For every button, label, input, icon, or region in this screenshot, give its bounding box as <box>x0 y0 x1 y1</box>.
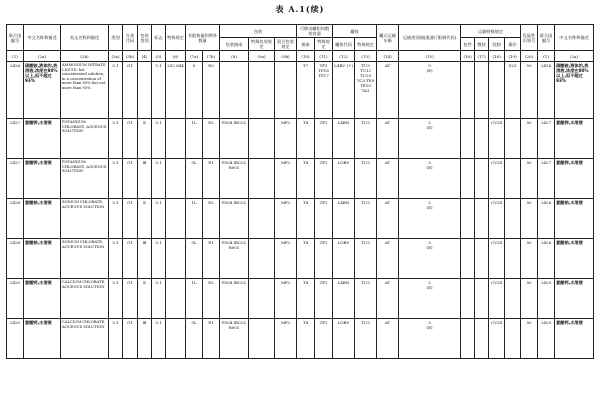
col-number: (13) <box>355 51 377 62</box>
cell-packing-instruction: P504 IBC02 R001 <box>220 239 249 279</box>
cell-limited-quantity: 5L <box>186 159 203 199</box>
tunnel-code: (E) <box>426 245 433 250</box>
cell-un-number-repeat: 2428 <box>538 199 555 239</box>
cell-excepted-quantity: E1 <box>203 159 220 199</box>
cell-un-number: 2429 <box>7 319 24 359</box>
cell-ts-package <box>461 239 475 279</box>
cell-excepted-quantity: E2 <box>203 119 220 159</box>
col-number: (7b) <box>203 51 220 62</box>
cell-un-number-repeat: 2428 <box>538 239 555 279</box>
cell-special-provisions <box>166 319 186 359</box>
cell-tank-special: TP1 TP16 TP17 <box>315 62 333 119</box>
col-number: (20) <box>521 51 538 62</box>
cell-class-code: O1 <box>123 319 138 359</box>
cell-packing-group: Ⅲ <box>138 239 152 279</box>
cell-ts-bulk <box>475 319 489 359</box>
col-number: (11) <box>315 51 333 62</box>
header-class-code: 分类代码 <box>123 25 138 51</box>
cell-class: 5.1 <box>109 319 123 359</box>
cell-packing-group: Ⅱ <box>138 119 152 159</box>
cell-packing-instruction: P504 IBC02 <box>220 199 249 239</box>
cell-ts-package <box>461 279 475 319</box>
cell-un-number-repeat: 2429 <box>538 319 555 359</box>
cell-packing-group <box>138 62 152 119</box>
cell-class-code: O1 <box>123 159 138 199</box>
col-number: (2a) <box>24 51 61 62</box>
cell-tank-special: TP1 <box>315 199 333 239</box>
cell-tank-code: L4BV (+) <box>333 62 355 119</box>
cell-transport-category <box>399 119 461 159</box>
cell-special-packing <box>249 62 275 119</box>
cell-mixed-packing: MP2 <box>275 319 297 359</box>
cell-limited-quantity: 1L <box>186 279 203 319</box>
cell-chinese-name: 氯酸钠,水溶液 <box>24 239 61 279</box>
cell-tank-instruction: T4 <box>297 239 315 279</box>
cell-label: 5.1 <box>152 239 166 279</box>
header-ts-loading: 装卸 <box>489 38 505 51</box>
cell-tank-code: LGBV <box>333 319 355 359</box>
col-number: (16) <box>461 51 475 62</box>
cell-limited-quantity: 0 <box>186 62 203 119</box>
cell-ts-loading: CV24 <box>489 159 505 199</box>
header-tank-body: 罐体 <box>333 25 377 38</box>
cell-tank-code: LGBV <box>333 159 355 199</box>
cell-chinese-name: 氯酸钾,水溶液 <box>24 159 61 199</box>
header-chinese-name: 中文名称和描述 <box>24 25 61 51</box>
header-tank-code: 罐体代码 <box>333 38 355 51</box>
cell-class-code: O1 <box>123 119 138 159</box>
cell-tank-instruction: T7 <box>297 62 315 119</box>
table-row <box>7 62 594 119</box>
header-tank-vehicle: 罐式运输车辆 <box>377 25 399 51</box>
cell-class-code: O1 <box>123 62 138 119</box>
cell-class: 5.1 <box>109 119 123 159</box>
header-tank-special-provisions: 特殊规定 <box>355 38 377 51</box>
cell-tank-special: TP1 <box>315 319 333 359</box>
cell-class: 5.1 <box>109 159 123 199</box>
cell-special-packing <box>249 119 275 159</box>
cell-chinese-name-repeat: 氯酸钙,水溶液 <box>555 279 594 319</box>
cell-english-name: CALCIUM CHLORATE, AQUEOUS SOLUTION <box>61 319 109 359</box>
cell-packing-group: Ⅱ <box>138 279 152 319</box>
cell-tank-vehicle: AT <box>377 239 399 279</box>
cell-class: 5.1 <box>109 62 123 119</box>
header-chinese-name-repeat: 中文名称和描述 <box>555 25 594 51</box>
cell-un-number: 2427 <box>7 159 24 199</box>
cell-tank-vehicle: AT <box>377 319 399 359</box>
cell-ts-loading: CV24 <box>489 199 505 239</box>
cell-tank-code: L4BN <box>333 199 355 239</box>
cell-ts-bulk <box>475 239 489 279</box>
cell-tank-special-provisions: TU3 <box>355 319 377 359</box>
cell-tank-special-provisions: TU3 TU12 TU29 TC3 TE9 TE10 TA1 <box>355 62 377 119</box>
cell-tank-vehicle: AT <box>377 159 399 199</box>
col-number: (8) <box>220 51 249 62</box>
col-number: (3b) <box>123 51 138 62</box>
header-ts-package: 包件 <box>461 38 475 51</box>
cell-tank-vehicle: AT <box>377 199 399 239</box>
cell-un-number: 2428 <box>7 239 24 279</box>
cell-label: 5.1 <box>152 199 166 239</box>
cell-mixed-packing: MP2 <box>275 119 297 159</box>
col-number: (9b) <box>275 51 297 62</box>
cell-special-packing <box>249 279 275 319</box>
header-limited-excepted: 有限数量和例外数量 <box>186 25 220 51</box>
header-un-number-repeat: 联合国编号 <box>538 25 555 51</box>
cell-class-code: O1 <box>123 199 138 239</box>
header-tank-special: 特殊规定 <box>315 38 333 51</box>
cell-tank-special-provisions: TU3 <box>355 239 377 279</box>
transport-category-value: 2 <box>428 120 431 125</box>
cell-chinese-name-repeat: 氯酸钠,水溶液 <box>555 199 594 239</box>
cell-special-provisions <box>166 119 186 159</box>
cell-un-number: 2427 <box>7 119 24 159</box>
cell-un-number: 2429 <box>7 279 24 319</box>
cell-un-number-repeat: 2427 <box>538 119 555 159</box>
cell-ts-operation: S23 <box>505 62 521 119</box>
cell-tank-code: LGBV <box>333 239 355 279</box>
cell-class: 5.1 <box>109 239 123 279</box>
transport-category-value: 2 <box>428 200 431 205</box>
cell-class-code: O1 <box>123 279 138 319</box>
header-transport-special: 运输特殊规定 <box>461 25 521 38</box>
cell-ts-loading: CV24 <box>489 279 505 319</box>
cell-tank-code: L4BN <box>333 119 355 159</box>
cell-ts-bulk <box>475 199 489 239</box>
cell-packing-instruction: P504 IBC02 <box>220 279 249 319</box>
header-ts-bulk: 散装 <box>475 38 489 51</box>
cell-special-provisions <box>166 279 186 319</box>
table-row <box>7 319 594 359</box>
cell-chinese-name-repeat: 氯酸钾,水溶液 <box>555 119 594 159</box>
cell-ts-bulk <box>475 279 489 319</box>
header-class: 类别 <box>109 25 123 51</box>
cell-tank-vehicle: AT <box>377 279 399 319</box>
cell-tank-special: TP1 <box>315 239 333 279</box>
cell-chinese-name-repeat: 氯酸钠,水溶液 <box>555 239 594 279</box>
transport-category-value: 2 <box>428 280 431 285</box>
col-number: (5) <box>152 51 166 62</box>
cell-packing-instruction: P504 IBC02 R001 <box>220 159 249 199</box>
cell-chinese-name: 氯酸钾,水溶液 <box>24 119 61 159</box>
cell-tank-special: TP1 <box>315 119 333 159</box>
cell-ts-operation <box>505 199 521 239</box>
col-number: (6) <box>166 51 186 62</box>
cell-hazard-number: 50 <box>521 279 538 319</box>
cell-special-provisions <box>166 199 186 239</box>
cell-english-name: SODIUM CHLORATE, AQUEOUS SOLUTION <box>61 199 109 239</box>
header-mixed-packing: 混合包装规定 <box>275 38 297 51</box>
header-special-packing: 特殊包装规定 <box>249 38 275 51</box>
cell-un-number: 2428 <box>7 199 24 239</box>
cell-tank-vehicle: AT <box>377 119 399 159</box>
cell-ts-bulk <box>475 62 489 119</box>
cell-special-provisions <box>166 239 186 279</box>
cell-transport-category <box>399 62 461 119</box>
tunnel-code: (E) <box>426 165 433 170</box>
col-number: (12) <box>333 51 355 62</box>
transport-category-value: 3 <box>428 320 431 325</box>
cell-limited-quantity: 5L <box>186 239 203 279</box>
cell-hazard-number: 50 <box>521 159 538 199</box>
cell-packing-instruction: P504 IBC02 <box>220 119 249 159</box>
cell-transport-category <box>399 279 461 319</box>
cell-english-name: POTASSIUM CHLORATE, AQUEOUS SOLUTION <box>61 159 109 199</box>
cell-ts-bulk <box>475 159 489 199</box>
table-row <box>7 119 594 159</box>
cell-transport-category <box>399 319 461 359</box>
cell-mixed-packing: MP2 <box>275 199 297 239</box>
table-row <box>7 159 594 199</box>
cell-tank-special-provisions: TU3 <box>355 119 377 159</box>
cell-packing-group: Ⅲ <box>138 159 152 199</box>
cell-tank-vehicle: AT <box>377 62 399 119</box>
col-number: (3a) <box>109 51 123 62</box>
tunnel-code: (E) <box>426 205 433 210</box>
col-number: (7a) <box>186 51 203 62</box>
cell-tank-special: TP1 <box>315 279 333 319</box>
cell-hazard-number: 50 <box>521 239 538 279</box>
cell-class-code: O1 <box>123 239 138 279</box>
col-number: (19) <box>505 51 521 62</box>
cell-ts-package <box>461 319 475 359</box>
cell-special-provisions <box>166 159 186 199</box>
dangerous-goods-table <box>6 24 594 359</box>
cell-tank-special: TP1 <box>315 159 333 199</box>
cell-hazard-number: 50 <box>521 199 538 239</box>
cell-mixed-packing: MP2 <box>275 239 297 279</box>
cell-transport-category <box>399 199 461 239</box>
header-tank-instruction: 指南 <box>297 38 315 51</box>
cell-un-number-repeat: 2429 <box>538 279 555 319</box>
tunnel-code: (E) <box>426 325 433 330</box>
transport-category-value: 0 <box>428 63 431 68</box>
cell-ts-package <box>461 62 475 119</box>
header-portable-tanks: 可移动罐柜和散装容器 <box>297 25 333 38</box>
cell-label: 5.1 <box>152 159 166 199</box>
col-number: (15) <box>399 51 461 62</box>
cell-mixed-packing <box>275 62 297 119</box>
table-row <box>7 199 594 239</box>
cell-ts-package <box>461 199 475 239</box>
col-number: (10) <box>297 51 315 62</box>
cell-excepted-quantity: E1 <box>203 319 220 359</box>
table-title: 表 A.1(续) <box>275 4 325 14</box>
cell-ts-operation <box>505 319 521 359</box>
cell-ts-bulk <box>475 119 489 159</box>
cell-transport-category <box>399 159 461 199</box>
header-packaging: 包装 <box>220 25 297 38</box>
cell-label: 5.1 <box>152 119 166 159</box>
col-number: (2a) <box>555 51 594 62</box>
col-number: (1) <box>7 51 24 62</box>
cell-special-packing <box>249 319 275 359</box>
cell-tank-instruction: T4 <box>297 319 315 359</box>
cell-label: 5.1 <box>152 62 166 119</box>
cell-english-name: AMMONIUM NITRATE, LIQUID, hot concentrated solution, in a concentration of more than 80% but not more than 93% <box>61 62 109 119</box>
col-number: (1) <box>538 51 555 62</box>
cell-chinese-name-repeat: 氯酸钙,水溶液 <box>555 319 594 359</box>
cell-tank-code: L4BN <box>333 279 355 319</box>
cell-excepted-quantity: E2 <box>203 279 220 319</box>
cell-excepted-quantity: E1 <box>203 239 220 279</box>
header-labels: 标志 <box>152 25 166 51</box>
cell-english-name: POTASSIUM CHLORATE, AQUEOUS SOLUTION <box>61 119 109 159</box>
cell-packing-instruction: P504 IBC02 R001 <box>220 319 249 359</box>
cell-chinese-name: 硝酸铵,液体的,热溶液,浓度在80%以上,但不超过93% <box>24 62 61 119</box>
cell-chinese-name-repeat: 硝酸铵,液体的,热溶液,浓度在80%以上,但不超过93% <box>555 62 594 119</box>
cell-special-packing <box>249 239 275 279</box>
cell-un-number-repeat: 2427 <box>538 159 555 199</box>
header-hazard-number: 危险性识别号 <box>521 25 538 51</box>
cell-tank-instruction: T4 <box>297 199 315 239</box>
cell-chinese-name: 氯酸钙,水溶液 <box>24 279 61 319</box>
cell-un-number-repeat: 2426 <box>538 62 555 119</box>
cell-tank-special-provisions: TU3 <box>355 199 377 239</box>
cell-packing-group: Ⅲ <box>138 319 152 359</box>
cell-special-packing <box>249 159 275 199</box>
cell-ts-loading: CV24 <box>489 319 505 359</box>
cell-ts-package <box>461 159 475 199</box>
tunnel-code: (E) <box>426 285 433 290</box>
cell-chinese-name: 氯酸钠,水溶液 <box>24 199 61 239</box>
cell-excepted-quantity: E0 <box>203 62 220 119</box>
col-number: (17) <box>475 51 489 62</box>
tunnel-code: (E) <box>426 125 433 130</box>
cell-limited-quantity: 1L <box>186 199 203 239</box>
cell-class: 5.1 <box>109 199 123 239</box>
cell-tank-instruction: T4 <box>297 279 315 319</box>
cell-hazard-number: 59 <box>521 62 538 119</box>
cell-chinese-name: 氯酸钙,水溶液 <box>24 319 61 359</box>
header-packing-instruction: 包装指南 <box>220 38 249 51</box>
header-special-provisions: 特殊规定 <box>166 25 186 51</box>
cell-ts-package <box>461 119 475 159</box>
cell-ts-loading: CV24 <box>489 119 505 159</box>
cell-limited-quantity: 1L <box>186 119 203 159</box>
cell-packing-group: Ⅱ <box>138 199 152 239</box>
cell-english-name: CALCIUM CHLORATE, AQUEOUS SOLUTION <box>61 279 109 319</box>
cell-special-packing <box>249 199 275 239</box>
cell-label: 5.1 <box>152 319 166 359</box>
col-number: (9a) <box>249 51 275 62</box>
cell-hazard-number: 50 <box>521 119 538 159</box>
cell-ts-operation <box>505 239 521 279</box>
cell-mixed-packing: MP2 <box>275 159 297 199</box>
cell-hazard-number: 50 <box>521 319 538 359</box>
cell-class: 5.1 <box>109 279 123 319</box>
table-row <box>7 279 594 319</box>
cell-un-number: 2426 <box>7 62 24 119</box>
cell-ts-operation <box>505 119 521 159</box>
cell-ts-loading <box>489 62 505 119</box>
cell-ts-loading: CV24 <box>489 239 505 279</box>
cell-transport-category <box>399 239 461 279</box>
col-number: (4) <box>138 51 152 62</box>
header-ts-operation: 操作 <box>505 38 521 51</box>
cell-english-name: SODIUM CHLORATE, AQUEOUS SOLUTION <box>61 239 109 279</box>
cell-tank-special-provisions: TU3 <box>355 159 377 199</box>
cell-tank-special-provisions: TU3 <box>355 279 377 319</box>
col-number: (2b) <box>61 51 109 62</box>
header-transport-category: 运输类别(隧道通行限制代码) <box>399 25 461 51</box>
header-english-name: 英文名称和描述 <box>61 25 109 51</box>
cell-tank-instruction: T4 <box>297 159 315 199</box>
tunnel-code: (E) <box>426 68 433 73</box>
col-number: (18) <box>489 51 505 62</box>
cell-limited-quantity: 5L <box>186 319 203 359</box>
cell-ts-operation <box>505 159 521 199</box>
col-number: (14) <box>377 51 399 62</box>
cell-ts-operation <box>505 279 521 319</box>
cell-excepted-quantity: E2 <box>203 199 220 239</box>
cell-label: 5.1 <box>152 279 166 319</box>
column-number-row <box>7 51 594 62</box>
transport-category-value: 3 <box>428 240 431 245</box>
header-un-number: 联合国编号 <box>7 25 24 51</box>
table-row <box>7 239 594 279</box>
cell-mixed-packing: MP2 <box>275 279 297 319</box>
cell-special-provisions: 252 644 <box>166 62 186 119</box>
cell-packing-instruction <box>220 62 249 119</box>
header-packing-group: 包装类别 <box>138 25 152 51</box>
transport-category-value: 3 <box>428 160 431 165</box>
cell-chinese-name-repeat: 氯酸钾,水溶液 <box>555 159 594 199</box>
cell-tank-instruction: T4 <box>297 119 315 159</box>
